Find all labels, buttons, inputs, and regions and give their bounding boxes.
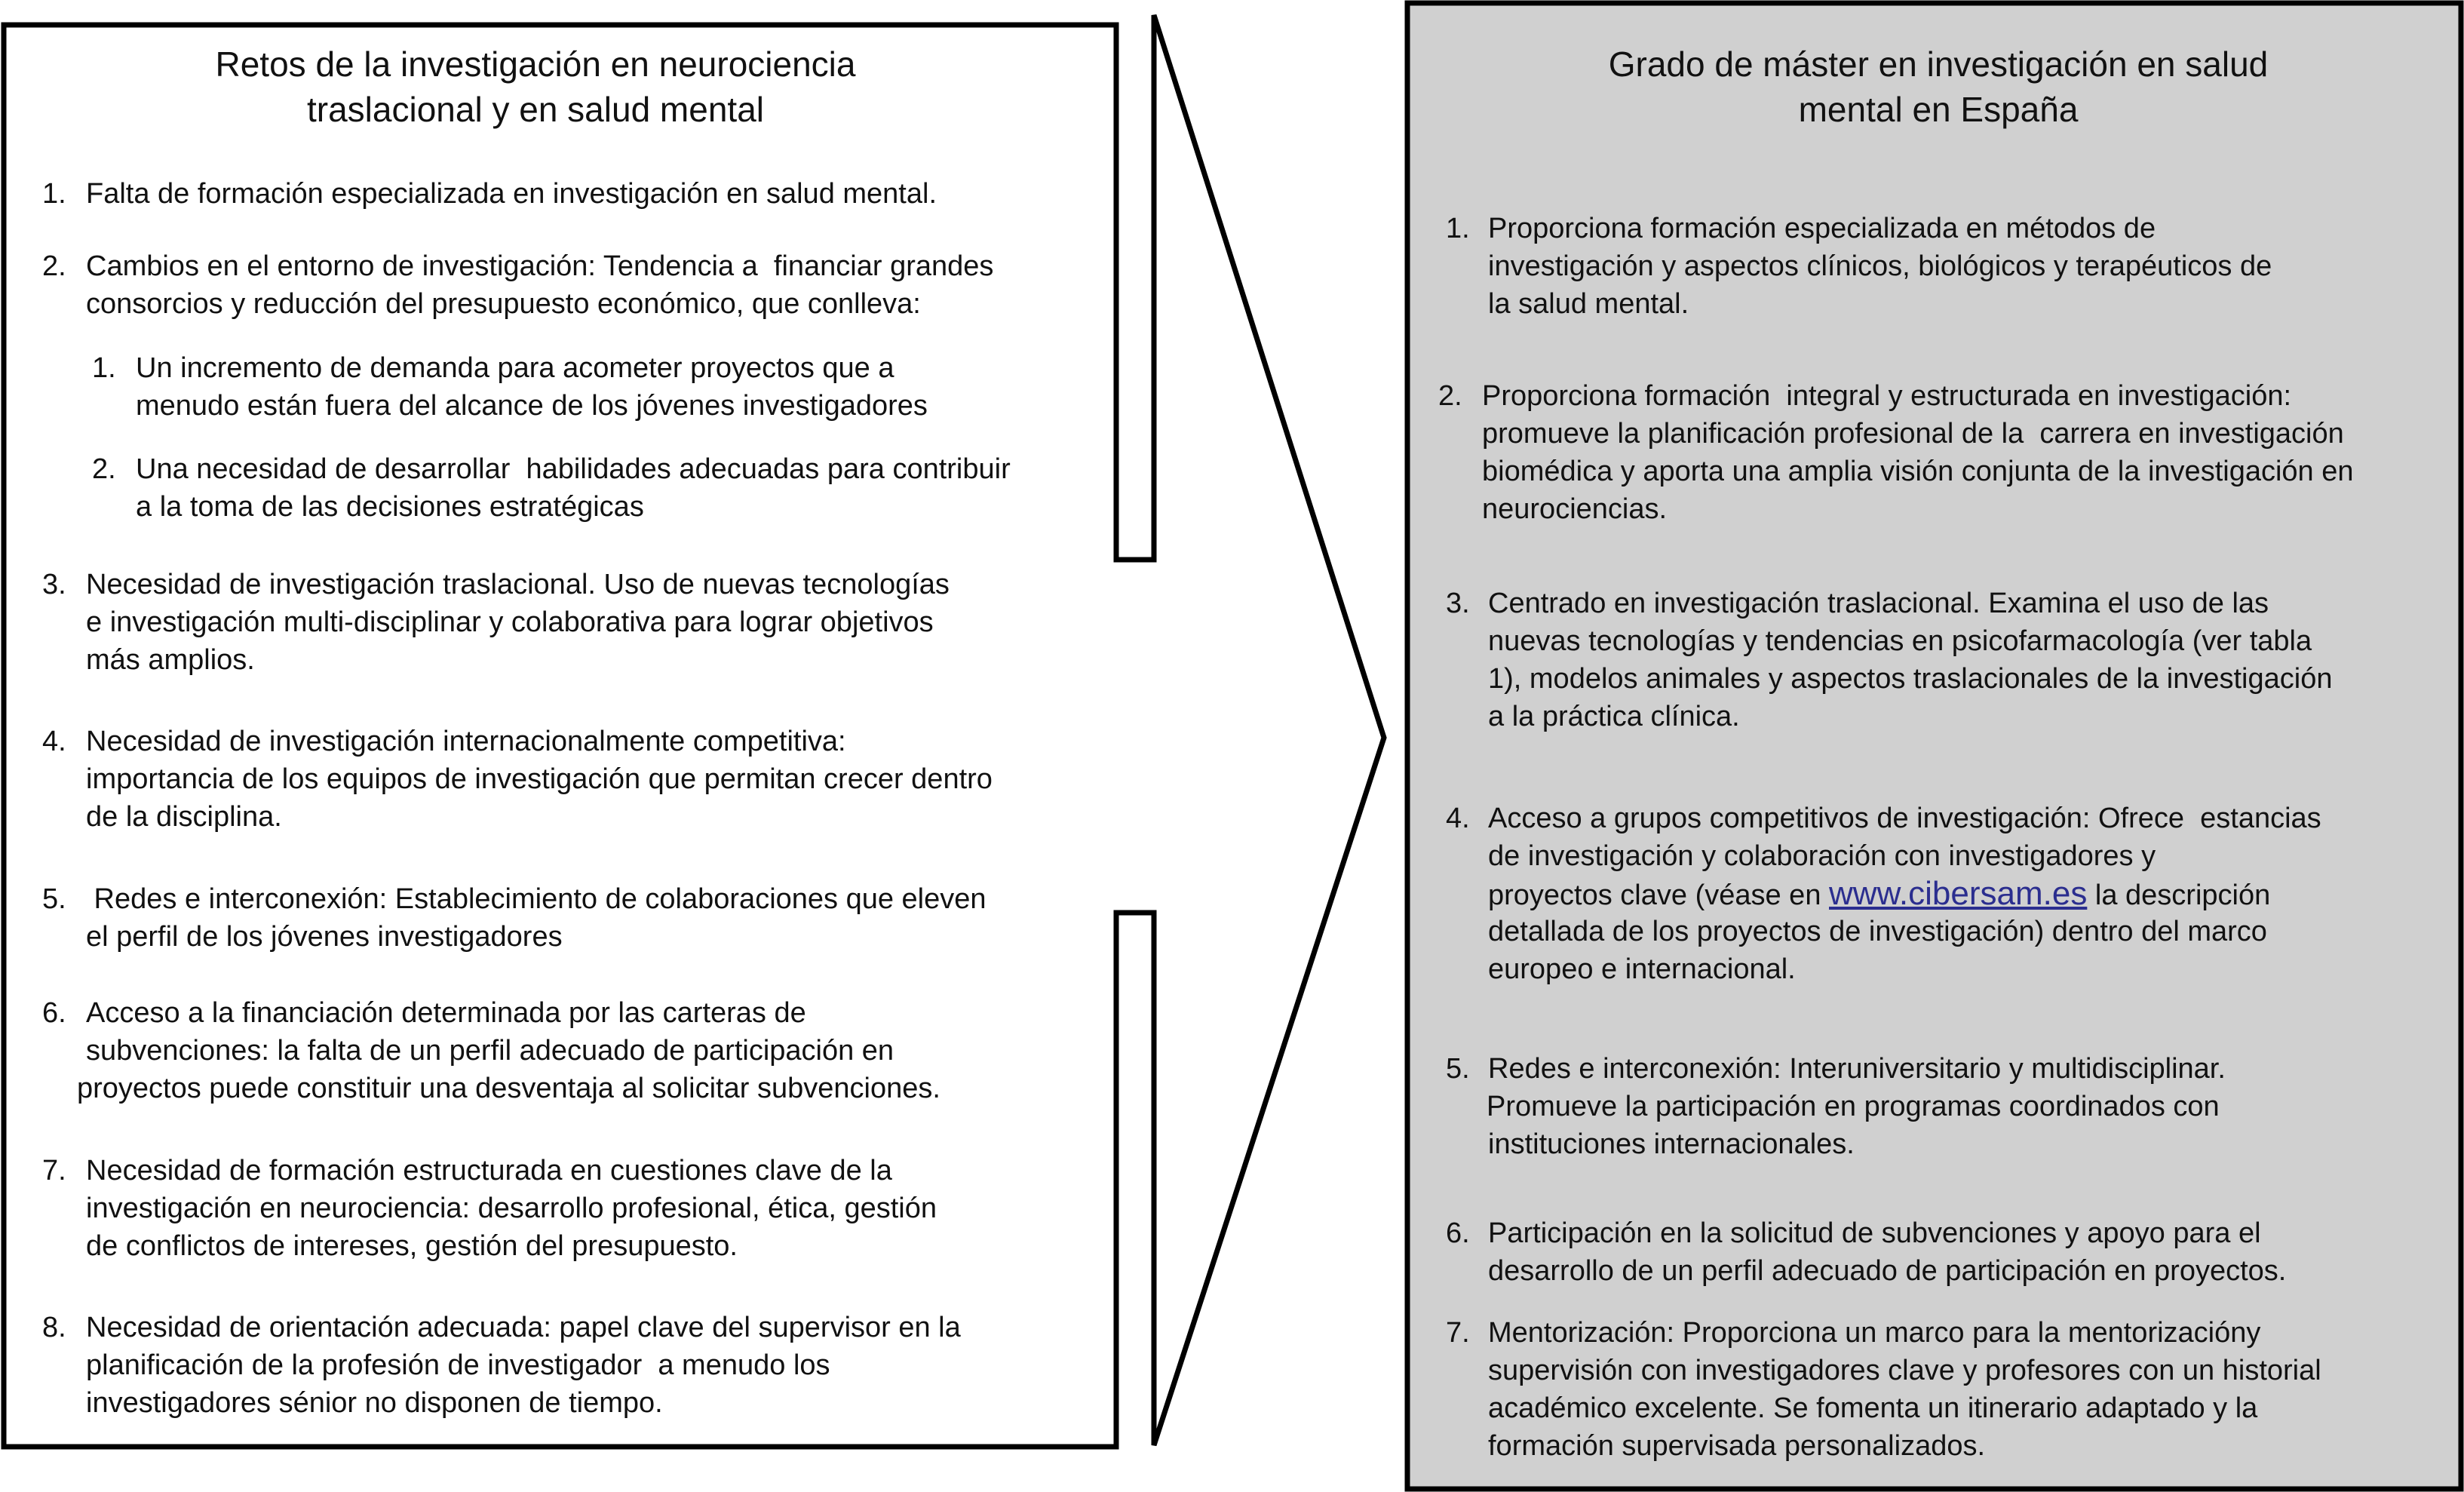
line-with-link: proyectos clave (véase en www.cibersam.es la descripción <box>1488 875 2271 912</box>
right-panel-title: Grado de máster en investigación en salud mental en España <box>1608 45 2269 129</box>
left-panel-title: Retos de la investigación en neurociencia traslacional y en salud mental <box>215 45 856 129</box>
cibersam-link[interactable]: www.cibersam.es <box>1829 875 2088 912</box>
